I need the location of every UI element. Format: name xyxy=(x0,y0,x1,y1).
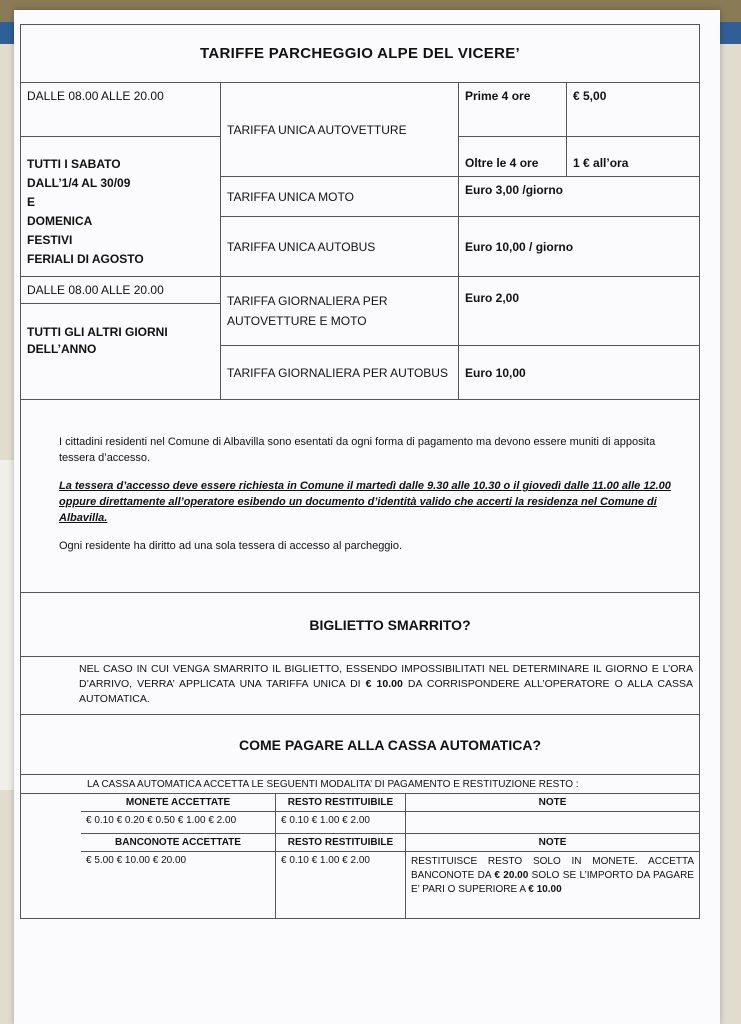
period-a-day-line: TUTTI I SABATO xyxy=(27,157,121,171)
period-a-day-line: DALL’1/4 AL 30/09 xyxy=(27,176,131,190)
moto-label: TARIFFA UNICA MOTO xyxy=(221,177,459,217)
daily-car-moto-line: AUTOVETTURE E MOTO xyxy=(227,314,367,328)
first-hours-label: Prime 4 ore xyxy=(459,83,567,137)
period-b-hours: DALLE 08.00 ALLE 20.00 xyxy=(21,277,221,304)
tariff-document xyxy=(20,24,700,919)
coins-header: MONETE ACCETTATE xyxy=(81,794,276,812)
access-card-request-text: La tessera d’accesso deve essere richiesta in Comune il martedì dalle 9.30 alle 10.30 o il giovedì dalle 11.00 alle 12.00 oppure direttamente all’operatore esibendo un documento d’identità valido che accerti la residenza nel Comune di Albavilla. xyxy=(59,480,671,524)
autobus-label: TARIFFA UNICA AUTOBUS xyxy=(221,217,459,277)
posted-sheet xyxy=(14,10,720,1024)
payment-table xyxy=(81,794,699,918)
daily-bus-label: TARIFFA GIORNALIERA PER AUTOBUS xyxy=(221,346,459,400)
lost-ticket-amount: € 10.00 xyxy=(365,678,403,690)
coins-note-empty xyxy=(406,812,699,834)
payment-intro: LA CASSA AUTOMATICA ACCETTA LE SEGUENTI MODALITA’ DI PAGAMENTO E RESTITUZIONE RESTO : xyxy=(21,775,699,794)
note-amount-2: € 10.00 xyxy=(528,884,562,895)
autobus-price: Euro 10,00 / giorno xyxy=(459,217,699,277)
first-hours-price: € 5,00 xyxy=(567,83,699,137)
banknotes-values: € 5.00 € 10.00 € 20.00 xyxy=(81,852,276,918)
note-amount-1: € 20.00 xyxy=(494,870,529,881)
banknotes-note-header: NOTE xyxy=(406,834,699,852)
coins-values: € 0.10 € 0.20 € 0.50 € 1.00 € 2.00 xyxy=(81,812,276,834)
banknotes-header: BANCONOTE ACCETTATE xyxy=(81,834,276,852)
lost-ticket-text xyxy=(21,657,699,715)
coins-note-header: NOTE xyxy=(406,794,699,812)
daily-car-moto-price: Euro 2,00 xyxy=(459,277,699,346)
lost-ticket-text-end: DA CORRISPONDERE ALL’OPERATORE O ALLA CASSA AUTOMATICA. xyxy=(79,678,693,705)
coins-change-values: € 0.10 € 1.00 € 2.00 xyxy=(276,812,406,834)
after-hours-label: Oltre le 4 ore xyxy=(459,137,567,177)
autovetture-label: TARIFFA UNICA AUTOVETTURE xyxy=(221,83,459,177)
period-b-day-line: DELL’ANNO xyxy=(27,342,97,356)
banknotes-change-header: RESTO RESTITUIBILE xyxy=(276,834,406,852)
daily-car-moto-line: TARIFFA GIORNALIERA PER xyxy=(227,294,388,308)
period-a-day-line: FERIALI DI AGOSTO xyxy=(27,252,144,266)
payment-heading: COME PAGARE ALLA CASSA AUTOMATICA? xyxy=(21,715,699,775)
tariff-table xyxy=(21,83,699,400)
period-a-day-line: DOMENICA xyxy=(27,214,93,228)
daily-car-moto-label xyxy=(221,277,459,346)
note-text-part-1: RESTITUISCE RESTO SOLO IN MONETE. ACCETTA BANCONOTE DA xyxy=(411,856,694,881)
residents-exemption-text: I cittadini residenti nel Comune di Albavilla sono esentati da ogni forma di pagamento ma devono essere muniti di apposita tessera d’accesso. xyxy=(59,436,656,464)
one-card-per-resident-text: Ogni residente ha diritto ad una sola tessera di accesso al parcheggio. xyxy=(59,540,403,552)
period-a-hours: DALLE 08.00 ALLE 20.00 xyxy=(21,83,221,137)
period-a-day-line: FESTIVI xyxy=(27,233,73,247)
period-b-day-line: TUTTI GLI ALTRI GIORNI xyxy=(27,325,168,339)
residents-notice xyxy=(21,400,699,593)
after-hours-price: 1 € all’ora xyxy=(567,137,699,177)
banknotes-note xyxy=(406,852,699,918)
lost-ticket-heading: BIGLIETTO SMARRITO? xyxy=(21,593,699,657)
period-a-day-line: E xyxy=(27,195,36,209)
moto-price: Euro 3,00 /giorno xyxy=(459,177,699,217)
document-title: TARIFFE PARCHEGGIO ALPE DEL VICERE’ xyxy=(21,25,699,83)
lost-ticket-text-start: NEL CASO IN CUI VENGA SMARRITO IL BIGLIETTO, ESSENDO IMPOSSIBILITATI NEL DETERMINARE IL GIORNO E L’ORA D’ARRIVO, VERRA’ APPLICATA UNA TARIFFA UNICA DI xyxy=(79,663,693,690)
period-b-days xyxy=(21,304,221,400)
banknotes-change-values: € 0.10 € 1.00 € 2.00 xyxy=(276,852,406,918)
period-a-days xyxy=(21,137,221,277)
daily-bus-price: Euro 10,00 xyxy=(459,346,699,400)
coins-change-header: RESTO RESTITUIBILE xyxy=(276,794,406,812)
note-text-part-2: SOLO SE L’IMPORTO DA PAGARE E’ PARI O SUPERIORE A xyxy=(411,870,694,895)
